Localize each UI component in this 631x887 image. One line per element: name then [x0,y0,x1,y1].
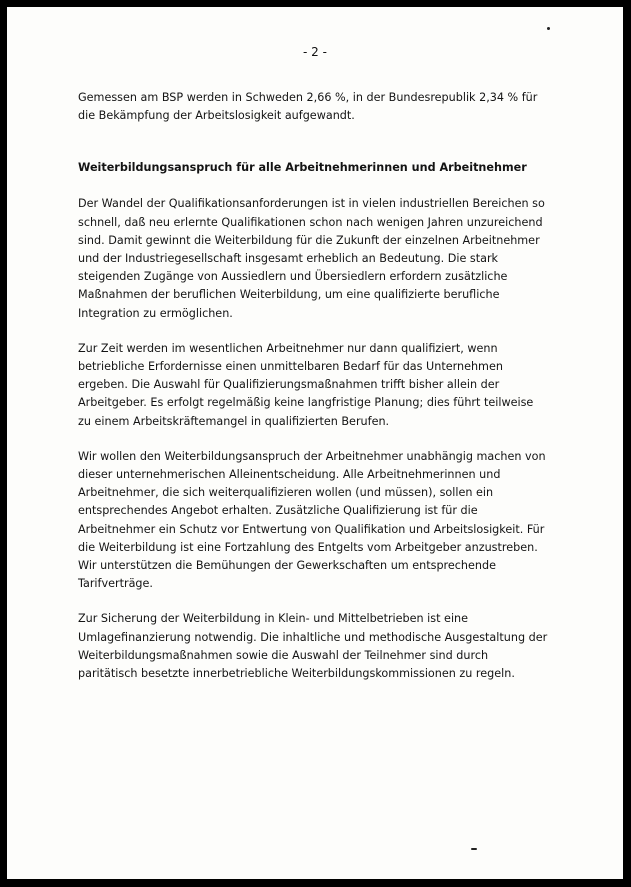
document-body [78,89,548,700]
body-paragraph: Zur Sicherung der Weiterbildung in Klein- und Mittelbetrieben ist eine Umlagefinanzierung notwendig. Die inhaltliche und methodische Ausgestaltung der Weiterbildungsmaßnahmen sowie die Auswahl der Teilnehmer sind durch paritätisch besetzte innerbetriebliche Weiterbildungskommissionen zu regeln. [78,612,548,681]
intro-paragraph: Gemessen am BSP werden in Schweden 2,66 %, in der Bundesrepublik 2,34 % für die Bekämpfung der Arbeitslosigkeit aufgewandt. [78,91,538,123]
document-page [7,7,623,879]
body-paragraph: Zur Zeit werden im wesentlichen Arbeitnehmer nur dann qualifiziert, wenn betriebliche Erfordernisse einen unmittelbaren Bedarf für das Unternehmen ergeben. Die Auswahl für Qualifizierungsmaßnahmen trifft bisher allein der Arbeitgeber. Es erfolgt regelmäßig keine langfristige Planung; dies führt teilweise zu einem Arbeitskräftemangel in qualifizierten Berufen. [78,341,534,428]
scan-speck [471,848,477,850]
scan-speck [547,27,550,30]
body-paragraph: Wir wollen den Weiterbildungsanspruch der Arbeitnehmer unabhängig machen von dieser unternehmerischen Alleinentscheidung. Alle Arbeitnehmerinnen und Arbeitnehmer, die sich weiterqualifizieren wollen (und müssen), sollen ein entsprechendes Angebot erhalten. Zusätzliche Qualifizierung ist für die Arbeitnehmer ein Schutz vor Entwertung von Qualifikation und Arbeitslosigkeit. Für die Weiterbildung ist eine Fortzahlung des Entgelts vom Arbeitgeber anzustreben. Wir unterstützen die Bemühungen der Gewerkschaften um entsprechende Tarifverträge. [78,449,546,591]
body-paragraph: Der Wandel der Qualifikationsanforderungen ist in vielen industriellen Bereichen so schnell, daß neu erlernte Qualifikationen schon nach wenigen Jahren unzureichend sind. Damit gewinnt die Weiterbildung für die Zukunft der einzelnen Arbeitnehmer und der Industriegesellschaft insgesamt erheblich an Bedeutung. Die stark steigenden Zugänge von Aussiedlern und Übersiedlern erfordern zusätzliche Maßnahmen der beruflichen Weiterbildung, um eine qualifizierte berufliche Integration zu ermöglichen. [78,197,545,320]
page-number: - 2 - [303,45,327,59]
section-heading: Weiterbildungsanspruch für alle Arbeitnehmerinnen und Arbeitnehmer [78,161,527,175]
